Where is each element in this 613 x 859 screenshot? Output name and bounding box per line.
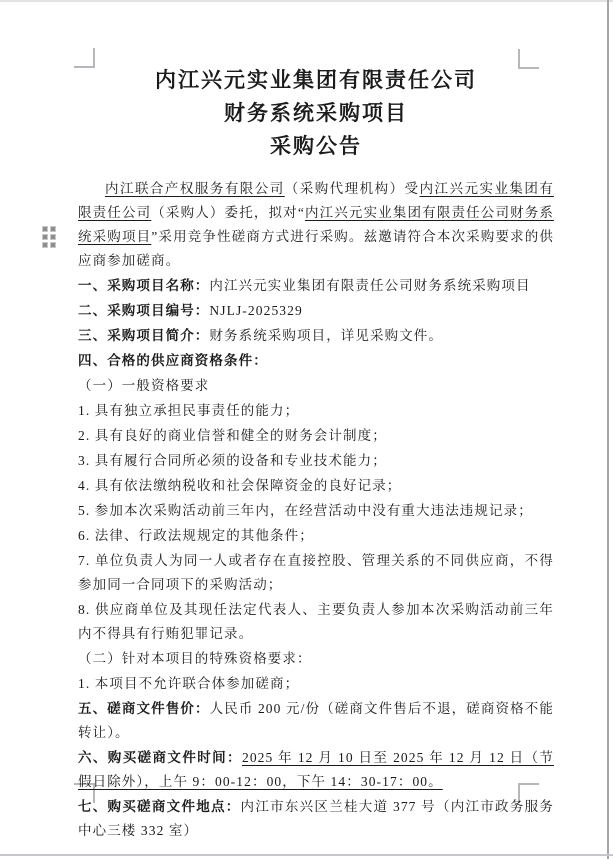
item-project-brief-value: 财务系统采购项目，详见采购文件。 — [209, 328, 444, 343]
item-project-number-value: NJLJ-2025329 — [209, 303, 303, 318]
item-document-price-label: 五、磋商文件售价： — [78, 701, 210, 716]
item-supplier-qualification-label: 四、合格的供应商资格条件： — [78, 353, 268, 368]
intro-purchaser-name: 内江兴元实业集团有限责任公司 — [78, 181, 554, 220]
doc-title-line-3: 采购公告 — [270, 134, 362, 158]
general-rule-6: 6. 法律、行政法规规定的其他条件； — [78, 528, 314, 543]
doc-body — [78, 177, 554, 843]
item-project-number — [78, 299, 554, 323]
item-document-price-value: 人民币 200 元/份（磋商文件售后不退，磋商资格不能转让）。 — [78, 701, 555, 740]
item-purchase-place-value: 内江市东兴区兰桂大道 377 号（内江市政务服务中心三楼 332 室） — [78, 799, 554, 838]
document-content — [78, 64, 554, 844]
item-project-brief — [78, 324, 554, 348]
general-requirements-heading: （一）一般资格要求 — [78, 378, 210, 393]
intro-segment: （采购代理机构）受 — [284, 181, 420, 196]
special-rule-1: 1. 本项目不允许联合体参加磋商； — [78, 676, 300, 691]
item-purchase-time-value: 2025 年 12 月 10 日至 2025 年 12 月 12 日（节假日除外），上午 9：00-12：00，下午 14：30-17：00。 — [78, 750, 554, 789]
drag-handle-icon[interactable] — [43, 227, 55, 247]
intro-segment: ”采用竞争性磋商方式进行采购。兹邀请符合本次采购要求的供应商参加磋商。 — [78, 229, 555, 268]
item-project-name-label: 一、采购项目名称： — [78, 278, 210, 293]
special-requirements-heading: （二）针对本项目的特殊资格要求： — [78, 651, 312, 666]
general-rule-8: 8. 供应商单位及其现任法定代表人、主要负责人参加本次采购活动前三年内不得具有行贿犯罪记录。 — [78, 602, 554, 641]
item-document-price — [78, 697, 554, 745]
item-purchase-place-label: 七、购买磋商文件地点： — [78, 799, 241, 814]
general-rule-7: 7. 单位负责人为同一人或者存在直接控股、管理关系的不同供应商，不得参加同一合同项下的采购活动； — [78, 553, 554, 592]
item-purchase-place — [78, 795, 554, 843]
intro-segment: （采购人）委托，拟对“ — [151, 205, 305, 220]
window-right-edge — [607, 0, 609, 859]
general-rule-4: 4. 具有依法缴纳税收和社会保障资金的良好记录； — [78, 478, 402, 493]
intro-project-name: 内江兴元实业集团有限责任公司财务系统采购项目 — [78, 205, 555, 244]
item-project-name — [78, 274, 554, 298]
item-project-number-label: 二、采购项目编号： — [78, 303, 210, 318]
doc-title-line-2: 财务系统采购项目 — [224, 101, 408, 125]
window-top-edge — [0, 0, 613, 2]
page-bottom-edge — [0, 854, 613, 856]
general-rule-3: 3. 具有履行合同所必须的设备和专业技术能力； — [78, 453, 387, 468]
doc-title-line-1: 内江兴元实业集团有限责任公司 — [155, 68, 477, 92]
item-purchase-time — [78, 746, 554, 794]
item-supplier-qualification — [78, 349, 554, 373]
intro-paragraph — [78, 177, 554, 273]
doc-title — [78, 64, 554, 163]
item-purchase-time-label: 六、购买磋商文件时间： — [78, 750, 242, 765]
item-project-name-value: 内江兴元实业集团有限责任公司财务系统采购项目 — [209, 278, 531, 293]
general-rule-2: 2. 具有良好的商业信誉和健全的财务会计制度； — [78, 428, 387, 443]
item-project-brief-label: 三、采购项目简介： — [78, 328, 210, 343]
general-rule-1: 1. 具有独立承担民事责任的能力； — [78, 403, 300, 418]
intro-agency-name: 内江联合产权服务有限公司 — [105, 181, 285, 196]
general-rule-5: 5. 参加本次采购活动前三年内，在经营活动中没有重大违法违规记录； — [78, 503, 533, 518]
